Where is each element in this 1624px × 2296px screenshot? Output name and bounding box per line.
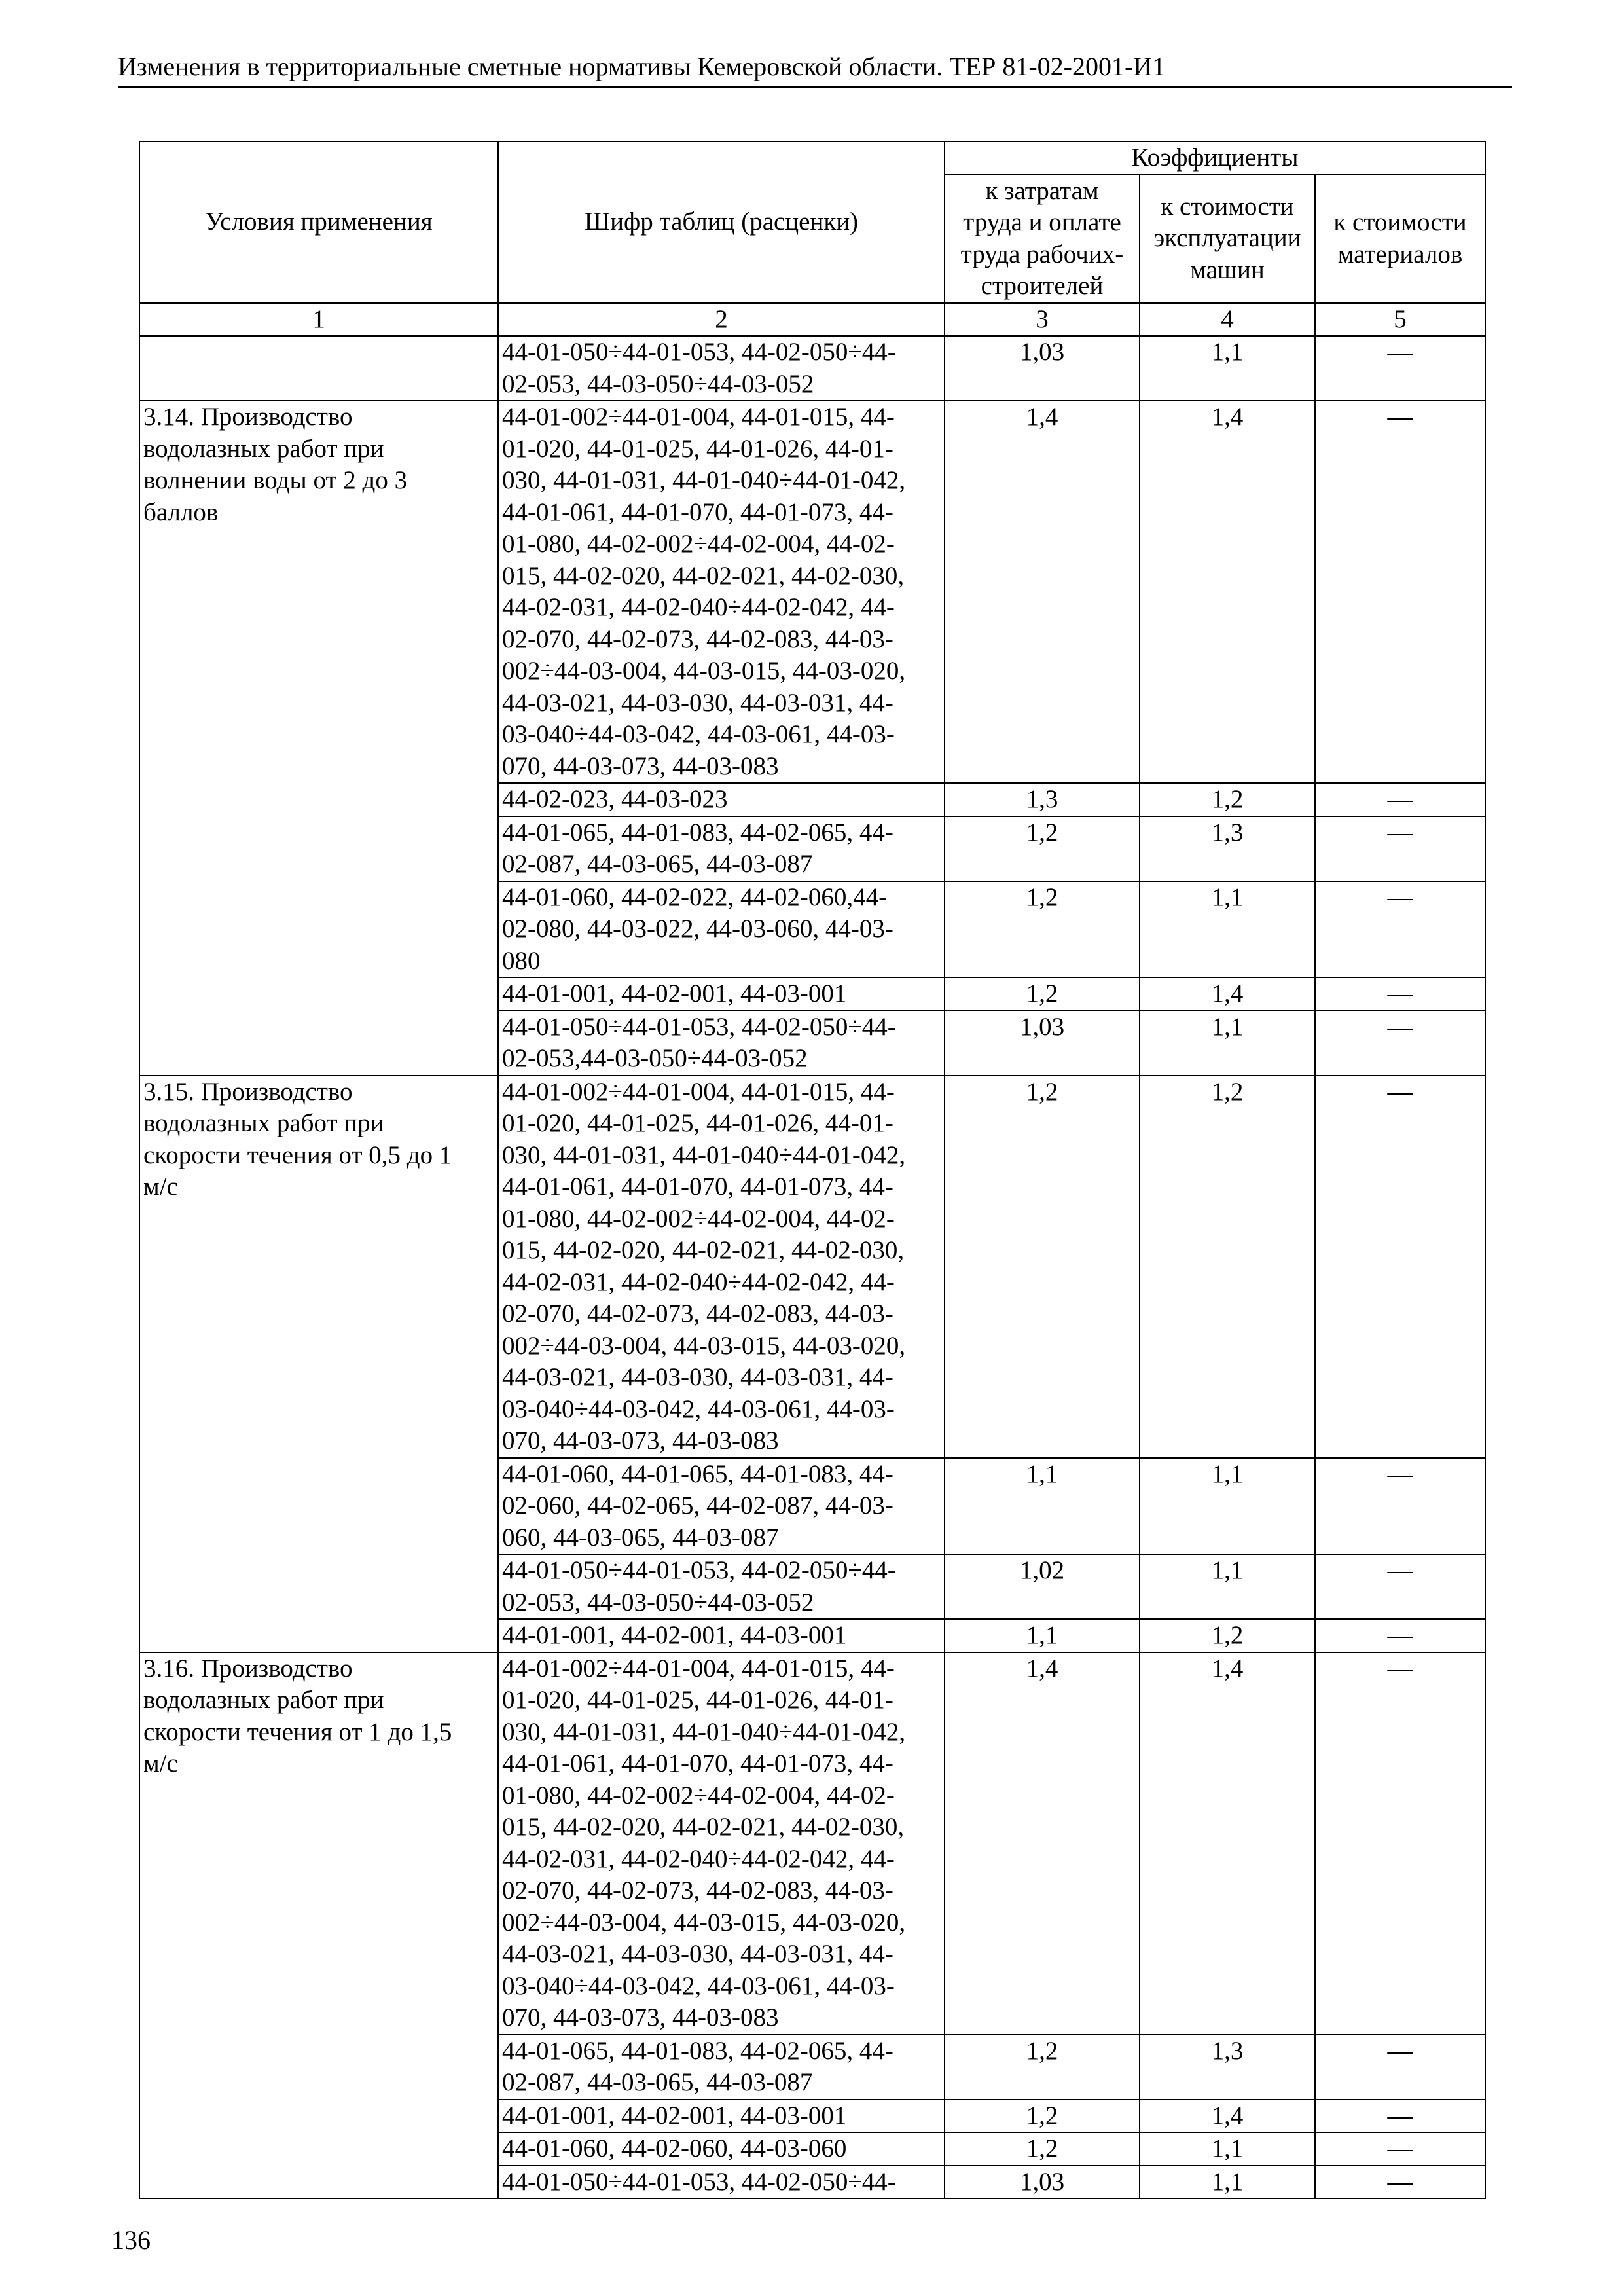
labor-coefficient-cell: 1,2 [945, 2035, 1140, 2100]
table-body [139, 336, 1485, 2198]
text-line: 44-01-001, 44-02-001, 44-03-001 [502, 1621, 847, 1649]
materials-coefficient-cell: — [1315, 1011, 1485, 1076]
text-line: баллов [143, 498, 219, 526]
text-line: волнении воды от 2 до 3 [143, 466, 408, 494]
labor-coefficient-cell: 1,3 [945, 783, 1140, 816]
machines-coefficient-cell: 1,2 [1140, 1076, 1315, 1458]
text-line: материалов [1337, 240, 1463, 268]
cipher-cell [498, 2100, 945, 2133]
text-line: труда и оплате [963, 208, 1121, 236]
text-line: 015, 44-02-020, 44-02-021, 44-02-030, [502, 561, 905, 590]
table-head [139, 141, 1485, 336]
condition-cell [139, 1076, 498, 1652]
machines-coefficient-cell: 1,1 [1140, 881, 1315, 978]
text-line: 44-01-065, 44-01-083, 44-02-065, 44- [502, 2036, 893, 2065]
labor-coefficient-cell: 1,2 [945, 1076, 1140, 1458]
machines-coefficient-cell: 1,4 [1140, 1652, 1315, 2035]
text-line: 080 [502, 946, 541, 975]
text-line: 030, 44-01-031, 44-01-040÷44-01-042, [502, 1717, 906, 1746]
machines-coefficient-cell: 1,3 [1140, 816, 1315, 881]
machines-coefficient-cell: 1,2 [1140, 1619, 1315, 1652]
text-line: 01-080, 44-02-002÷44-02-004, 44-02- [502, 1781, 895, 1810]
cipher-cell [498, 977, 945, 1011]
page-number: 136 [111, 2225, 151, 2255]
materials-coefficient-cell: — [1315, 1652, 1485, 2035]
text-line: 44-01-002÷44-01-004, 44-01-015, 44- [502, 1654, 895, 1683]
labor-coefficient-cell: 1,03 [945, 2166, 1140, 2199]
text-line: 44-01-065, 44-01-083, 44-02-065, 44- [502, 818, 893, 847]
column-number: 2 [498, 303, 945, 337]
text-line: к стоимости [1161, 192, 1294, 221]
text-line: 44-03-021, 44-03-030, 44-03-031, 44- [502, 1363, 893, 1391]
text-line: 03-040÷44-03-042, 44-03-061, 44-03- [502, 1394, 895, 1423]
text-line: 02-053, 44-03-050÷44-03-052 [502, 369, 814, 398]
labor-coefficient-cell: 1,03 [945, 1011, 1140, 1076]
cipher-cell [498, 2035, 945, 2100]
text-line: 060, 44-03-065, 44-03-087 [502, 1523, 779, 1552]
cipher-cell [498, 1652, 945, 2035]
header-machines [1140, 175, 1315, 303]
column-numbers-row [139, 303, 1485, 337]
table-row [139, 1652, 1485, 2035]
text-line: 002÷44-03-004, 44-03-015, 44-03-020, [502, 1331, 906, 1360]
text-line: 44-01-050÷44-01-053, 44-02-050÷44- [502, 1012, 896, 1041]
machines-coefficient-cell: 1,1 [1140, 2166, 1315, 2199]
cipher-cell [498, 2132, 945, 2166]
text-line: 44-02-031, 44-02-040÷44-02-042, 44- [502, 1844, 895, 1873]
text-line: 02-087, 44-03-065, 44-03-087 [502, 850, 813, 878]
text-line: 002÷44-03-004, 44-03-015, 44-03-020, [502, 1908, 906, 1937]
text-line: 02-053, 44-03-050÷44-03-052 [502, 1588, 814, 1616]
table-row [139, 401, 1485, 783]
labor-coefficient-cell: 1,2 [945, 881, 1140, 978]
text-line: м/с [143, 1173, 178, 1201]
header-coefficients: Коэффициенты [945, 141, 1485, 175]
materials-coefficient-cell: — [1315, 336, 1485, 401]
text-line: 44-01-060, 44-01-065, 44-01-083, 44- [502, 1459, 893, 1488]
text-line: 44-01-002÷44-01-004, 44-01-015, 44- [502, 1077, 895, 1106]
machines-coefficient-cell: 1,4 [1140, 2100, 1315, 2133]
materials-coefficient-cell: — [1315, 816, 1485, 881]
machines-coefficient-cell: 1,1 [1140, 336, 1315, 401]
text-line: водолазных работ при [143, 1109, 384, 1137]
text-line: 02-070, 44-02-073, 44-02-083, 44-03- [502, 1300, 893, 1328]
text-line: 44-02-031, 44-02-040÷44-02-042, 44- [502, 1267, 895, 1296]
materials-coefficient-cell: — [1315, 401, 1485, 783]
text-line: 44-01-001, 44-02-001, 44-03-001 [502, 979, 847, 1008]
header-conditions: Условия применения [139, 141, 498, 303]
cipher-cell [498, 2166, 945, 2199]
text-line: 44-01-050÷44-01-053, 44-02-050÷44- [502, 338, 896, 366]
text-line: водолазных работ при [143, 1686, 384, 1714]
text-line: 015, 44-02-020, 44-02-021, 44-02-030, [502, 1813, 905, 1841]
materials-coefficient-cell: — [1315, 1076, 1485, 1458]
labor-coefficient-cell: 1,2 [945, 816, 1140, 881]
cipher-cell [498, 881, 945, 978]
text-line: 44-01-002÷44-01-004, 44-01-015, 44- [502, 403, 895, 431]
materials-coefficient-cell: — [1315, 1619, 1485, 1652]
text-line: 44-01-061, 44-01-070, 44-01-073, 44- [502, 498, 893, 526]
materials-coefficient-cell: — [1315, 1458, 1485, 1555]
text-line: 44-03-021, 44-03-030, 44-03-031, 44- [502, 688, 893, 717]
cipher-cell [498, 783, 945, 816]
materials-coefficient-cell: — [1315, 2035, 1485, 2100]
text-line: 030, 44-01-031, 44-01-040÷44-01-042, [502, 466, 906, 494]
text-line: 015, 44-02-020, 44-02-021, 44-02-030, [502, 1236, 905, 1264]
condition-cell [139, 1652, 498, 2199]
labor-coefficient-cell: 1,1 [945, 1619, 1140, 1652]
materials-coefficient-cell: — [1315, 2100, 1485, 2133]
labor-coefficient-cell: 1,03 [945, 336, 1140, 401]
cipher-cell [498, 816, 945, 881]
text-line: 02-060, 44-02-065, 44-02-087, 44-03- [502, 1491, 893, 1520]
machines-coefficient-cell: 1,1 [1140, 1011, 1315, 1076]
text-line: 070, 44-03-073, 44-03-083 [502, 2003, 779, 2032]
text-line: 01-020, 44-01-025, 44-01-026, 44-01- [502, 1109, 893, 1137]
header-cipher: Шифр таблиц (расценки) [498, 141, 945, 303]
materials-coefficient-cell: — [1315, 2166, 1485, 2199]
materials-coefficient-cell: — [1315, 977, 1485, 1011]
cipher-cell [498, 1619, 945, 1652]
cipher-cell [498, 401, 945, 783]
condition-cell [139, 401, 498, 1076]
text-line: 3.15. Производство [143, 1077, 353, 1106]
labor-coefficient-cell: 1,1 [945, 1458, 1140, 1555]
text-line: 03-040÷44-03-042, 44-03-061, 44-03- [502, 720, 895, 748]
condition-cell [139, 336, 498, 401]
text-line: эксплуатации [1153, 224, 1301, 253]
text-line: 44-02-031, 44-02-040÷44-02-042, 44- [502, 593, 895, 621]
text-line: 02-053,44-03-050÷44-03-052 [502, 1044, 808, 1072]
machines-coefficient-cell: 1,3 [1140, 2035, 1315, 2100]
machines-coefficient-cell: 1,1 [1140, 1458, 1315, 1555]
text-line: водолазных работ при [143, 434, 384, 463]
text-line: машин [1190, 255, 1265, 284]
column-number: 3 [945, 303, 1140, 337]
text-line: 44-01-061, 44-01-070, 44-01-073, 44- [502, 1749, 893, 1777]
cipher-cell [498, 1554, 945, 1619]
text-line: строителей [981, 272, 1104, 300]
text-line: 01-080, 44-02-002÷44-02-004, 44-02- [502, 1204, 895, 1233]
table-row [139, 1076, 1485, 1458]
text-line: 01-020, 44-01-025, 44-01-026, 44-01- [502, 434, 893, 463]
text-line: 3.16. Производство [143, 1654, 353, 1683]
text-line: м/с [143, 1749, 178, 1777]
text-line: 44-02-023, 44-03-023 [502, 785, 728, 813]
column-number: 1 [139, 303, 498, 337]
text-line: 44-03-021, 44-03-030, 44-03-031, 44- [502, 1940, 893, 1968]
text-line: 44-01-060, 44-02-022, 44-02-060,44- [502, 883, 888, 911]
text-line: 02-080, 44-03-022, 44-03-060, 44-03- [502, 915, 893, 943]
materials-coefficient-cell: — [1315, 881, 1485, 978]
machines-coefficient-cell: 1,4 [1140, 401, 1315, 783]
machines-coefficient-cell: 1,4 [1140, 977, 1315, 1011]
text-line: 070, 44-03-073, 44-03-083 [502, 752, 779, 780]
text-line: 03-040÷44-03-042, 44-03-061, 44-03- [502, 1971, 895, 2000]
text-line: 44-01-061, 44-01-070, 44-01-073, 44- [502, 1173, 893, 1201]
labor-coefficient-cell: 1,2 [945, 977, 1140, 1011]
text-line: труда рабочих- [960, 240, 1124, 268]
text-line: 44-01-060, 44-02-060, 44-03-060 [502, 2134, 847, 2162]
labor-coefficient-cell: 1,02 [945, 1554, 1140, 1619]
header-rule [118, 86, 1512, 88]
materials-coefficient-cell: — [1315, 2132, 1485, 2166]
document-header: Изменения в территориальные сметные нормативы Кемеровской области. ТЕР 81-02-2001-И1 [118, 52, 1166, 81]
text-line: 002÷44-03-004, 44-03-015, 44-03-020, [502, 657, 906, 685]
labor-coefficient-cell: 1,2 [945, 2100, 1140, 2133]
cipher-cell [498, 1011, 945, 1076]
header-labor [945, 175, 1140, 303]
text-line: к затратам [985, 176, 1099, 205]
text-line: 3.14. Производство [143, 403, 353, 431]
text-line: 44-01-050÷44-01-053, 44-02-050÷44- [502, 1556, 896, 1584]
machines-coefficient-cell: 1,1 [1140, 2132, 1315, 2166]
column-number: 5 [1315, 303, 1485, 337]
coefficients-table [139, 141, 1486, 2199]
text-line: скорости течения от 1 до 1,5 [143, 1717, 452, 1746]
machines-coefficient-cell: 1,1 [1140, 1554, 1315, 1619]
text-line: 01-080, 44-02-002÷44-02-004, 44-02- [502, 530, 895, 558]
table-row [139, 336, 1485, 401]
text-line: 070, 44-03-073, 44-03-083 [502, 1427, 779, 1455]
cipher-cell [498, 1458, 945, 1555]
labor-coefficient-cell: 1,4 [945, 1652, 1140, 2035]
header-materials [1315, 175, 1485, 303]
text-line: 44-01-001, 44-02-001, 44-03-001 [502, 2101, 847, 2130]
text-line: 02-070, 44-02-073, 44-02-083, 44-03- [502, 625, 893, 653]
text-line: 02-087, 44-03-065, 44-03-087 [502, 2068, 813, 2096]
text-line: 44-01-050÷44-01-053, 44-02-050÷44- [502, 2167, 896, 2196]
materials-coefficient-cell: — [1315, 1554, 1485, 1619]
column-number: 4 [1140, 303, 1315, 337]
text-line: 030, 44-01-031, 44-01-040÷44-01-042, [502, 1140, 906, 1169]
labor-coefficient-cell: 1,2 [945, 2132, 1140, 2166]
text-line: к стоимости [1333, 208, 1467, 236]
labor-coefficient-cell: 1,4 [945, 401, 1140, 783]
cipher-cell [498, 336, 945, 401]
machines-coefficient-cell: 1,2 [1140, 783, 1315, 816]
text-line: 02-070, 44-02-073, 44-02-083, 44-03- [502, 1876, 893, 1904]
text-line: 01-020, 44-01-025, 44-01-026, 44-01- [502, 1686, 893, 1714]
text-line: скорости течения от 0,5 до 1 [143, 1140, 452, 1169]
materials-coefficient-cell: — [1315, 783, 1485, 816]
cipher-cell [498, 1076, 945, 1458]
